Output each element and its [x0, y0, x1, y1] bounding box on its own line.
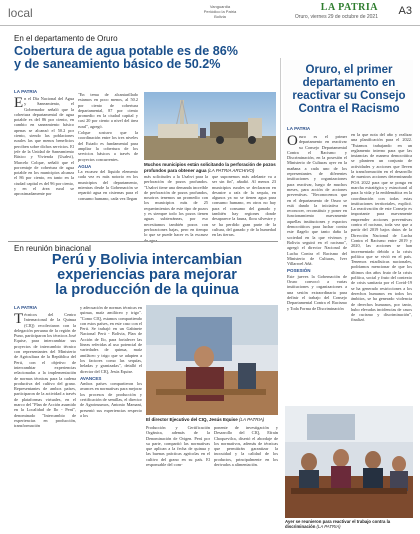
article1-title: Cobertura de agua potable es de 86% y de saneamiento básico de 50.2% — [14, 44, 238, 72]
article2-column-1: Técnicos del Centro Internacional de la Quinua (CIQ) recolectaron con la delegación peruana de la región de Puno, participaron los técnicos José Equise, para intercambiar sus proyectos de intercambio técnico con representantes del Ministerio de Agricultura de la República del Perú, con el objetivo de intercambiar experiencias relacionadas a la implementación de normas técnicas para la cadena productiva del cultivo del grano. Representantes de ambos países, participaron de la actividad a través de plataformas virtuales, en el marco del "Plan de Acción asumido en la Localidad de Ilo - Perú", denominado "Intercambio de experiencias en producción, transformación — [14, 312, 76, 429]
page-number: A3 — [398, 5, 412, 17]
sidebar-photo — [285, 406, 413, 518]
article1-column-1: En el Día Nacional del Agua y Saneamiento, el Gobernador señaló que la cobertura departamental de agua potable es del 86 por ciento, en cambio en saneamiento básico apenas se alcanzó el 50.2 por ciento, siendo las poblaciones rurales las que menos beneficios perciben sobre dichos servicios. El jefe de la Unidad de Saneamiento Básico y Vivienda (Usabvi), Marcelo Colque, señaló que el porcentaje de cobertura de agua potable en los municipios alcanza el 86 por ciento, en tanto en la ciudad capital es del 96 por ciento, y en el área rural se aproximadamente por — [14, 96, 74, 197]
sidebar-column-2: en la que nota del año y realizar una planificación para el 2022. "Estamos trabajando en un reglamento interno para que las instancias de manera democrática se planteen un conjunto de actividades y acciones que lleven la transformación en el desarrollo de nuestros acciones determinando POA 2022 para que se ponga en marcha estratégica y estructural al para la vida y la emblemática en la coordinación con todas estas instituciones territoriales, explicó. La reactivación de este Consejo es importante para nuevamente emprender acciones preventivas contra el racismo, toda vez que a partir del 2019 bajos datos de la Dirección Nacional de Lucha Contra el Racismo entre 2019 y 2020, las acciones se han incrementado debido a la crisis política que se vivió en el país. Tenemos estadísticas nacionales, podríamos mencionar de que los últimos dos años fruto de la crisis política, social y fruto del contexto de crisis sanitaria por el Covid-19 se ha generado restricciones a los derechos humanos en todos los ámbitos, se ha generado violencia de derechos humanos, por tanto, hubo elevadas incidencias de casos de racismo y discriminación", finalizó. — [351, 132, 412, 323]
sidebar-byline: LA PATRIA — [287, 126, 311, 131]
column-divider — [280, 58, 281, 240]
article2-title: Perú y Bolivia intercambian experiencias para mejorar la producción de la quinua — [51, 252, 243, 299]
article1-byline: LA PATRIA — [14, 89, 38, 94]
article2-column-3: Producción y Certificación Orgánica, además de la Denominación de Origen. Perú por su parte, compartió las normativas que aplican a la fecha de quinua y las buenas prácticas agrícolas en el cultivo del grano en su país. El responsable del com- — [146, 425, 210, 468]
page-header — [0, 0, 420, 26]
article2-column-4: ponente de investigación y Desarrollo del CIQ, Efraín Choquevilca, disertó el abordaje de los normativos, además de técnicas que permitirán garantizar la inocuidad y la calidad de los productos, principalmente en los derivados a alimentación. — [214, 425, 278, 468]
section-label: local — [8, 6, 33, 20]
water-truck-photo — [144, 92, 276, 160]
article2-photo-caption: El director Ejecutivo del CIQ, Jesús Equise (LA PATRIA) — [146, 417, 265, 422]
sidebar-column-1: Oruro es el primer departamento en reactivar su Consejo Departamental Contra el Racismo y Discriminación, en la posesión el Ministerio de Culturas ayer en la mañana a cada uno de los representantes de diferentes instituciones y organizaciones para reactivar, luego de muchos meses, para acción de acciones preventivas. "Reconocemos que en el departamento de Oruro se está dando la iniciativa en reconocer, reconstituir y poner en funcionamiento nuevamente aquellas instituciones y espacios democráticos para luchar contra este flagelo que tanto daña la sociedad en la que vivimos y Bolivia seguirá en el racismo", agregó el director Nacional de Lucha Contra el Racismo del Ministerio de Culturas, Iver Villarroel Añá. POSESIÓN Este jueves la Gobernación de Oruro convocó a varias instituciones y organizaciones a una sesión extraordinaria para definir el trabajo del Consejo Departamental Contra el Racismo y Toda Forma de Discriminación — [287, 134, 347, 311]
article1-kicker: En el departamento de Oruro — [14, 34, 118, 43]
article1-column-4: que suponemos más adelante va a ser sin fin", añadió. Al menos 23 municipios rurales se declararon en desastre a raíz de la sequía, en algunos ya no se tienen agua para consumo humano, en otros no hay para el consumo del ganado y también hay regiones donde desaparece la fauna, flora silvestre y se ha perdido gran parte de la cultura, del ganado y de la humedad en las tierras. — [212, 174, 276, 238]
article2-column-2: y adecuación de normas técnicas en quinua, maíz amiláceo y trigo". "Como CIQ, estamos compartiendo con estos países, en este caso con el Perú. Se trabajó en un Gabinete Nacional Perú - Bolivia, Plan de Acción de Ilo, para fortalecer las líneas referidas al uso potencial de variedades de quinua, maíz amiláceo y trigo que se adapten a los factores como las sequías, heladas y granizadas", detalló el director del CIQ, Jesús Equise. AVANCES Ambos países compartieron los avances en normativas para mejorar los procesos de producción y certificación de semillas, el director de Agroinsumos, Antonio Mamani, presentó sus experiencias respecto a los — [80, 305, 142, 418]
sidebar-photo-caption: Ayer se reunieron para reactivar el trabajo contra la discriminación (LA PATRIA) — [285, 519, 391, 530]
masthead: LA PATRIA — [320, 2, 378, 13]
article1-column-3: más solicitudes a la Usabvi para la perforación de pozos profundos. "Usabvi tiene una demanda increíble de perforación de pozos profundos, nosotros tenemos un promedio con los municipios más de 25 requerimientos de este tipo de pozos y es siempre todo los pozos tienen aguas subterráneas, por eso necesitamos también pozos con perforaciones bajas, pero en tiempo lo que se puede hacer es la escasez — [144, 174, 208, 238]
article2-photo — [146, 305, 278, 415]
article2-kicker: En reunión binacional — [14, 244, 91, 253]
article1-column-2: "En tema de alcantarillado estamos en poco menos, al 50.2 por ciento de cobertura departamental, 87 por ciento promedio en la ciudad capital y casi 20 por ciento a nivel del área rural", agregó. Colque sostuvo que la coordinación entre los tres niveles del Estado es fundamental para ampliar la cobertura de los servicios básicos a través de proyectos concurrentes. AGUA La escasez del líquido elemento cada vez es más notorio en los municipios del departamento, mientras desde la Gobernación se repartió agua en cisternas para el consumo humano, cada vez llegan — [78, 92, 138, 201]
section-divider — [8, 241, 278, 242]
publication-logo: Vanguardia Periódico la Patria Bolivia — [203, 4, 237, 19]
article1-photo — [144, 92, 276, 160]
director-photo — [146, 305, 278, 415]
sidebar-title: Oruro, el primer departamento en reactivar su Consejo Contra el Racismo — [292, 64, 406, 115]
article1-photo-caption: Muchos municipios están solicitando la perforación de pozos profundos para obtener agua (LA PATRIA ARCHIVO) — [144, 162, 276, 173]
dateline: Oruro, viernes 29 de octubre de 2021 — [294, 14, 378, 20]
article2-byline: LA PATRIA — [14, 305, 38, 310]
meeting-photo — [285, 406, 413, 518]
